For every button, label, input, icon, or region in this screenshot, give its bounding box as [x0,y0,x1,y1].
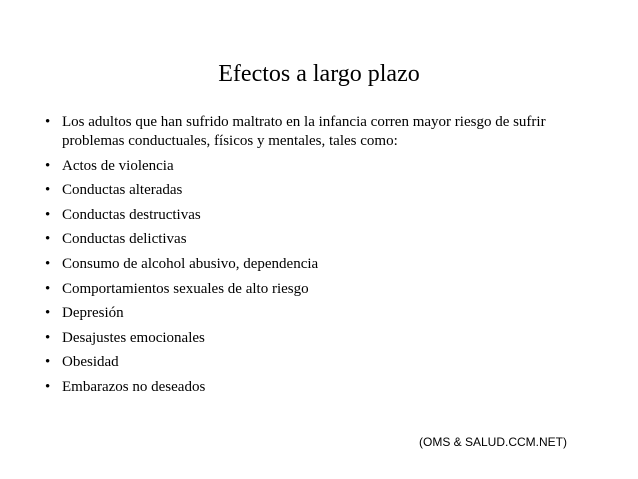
list-item-text: Consumo de alcohol abusivo, dependencia [62,255,319,272]
bullet-icon: • [45,280,51,297]
list-item-text: Conductas alteradas [62,182,183,199]
list-item [45,378,605,397]
list-item [45,353,605,372]
list-item-text: Depresión [62,305,124,322]
list-item-text: Obesidad [62,354,119,371]
list-item [45,181,605,200]
list-item-text: Desajustes emocionales [62,329,205,346]
list-item-text: Actos de violencia [62,157,174,174]
bullet-icon: • [45,206,51,223]
bullet-icon: • [45,305,51,322]
list-item-text: Conductas delictivas [62,231,187,248]
list-item-text: Embarazos no deseados [62,378,206,395]
bullet-icon: • [45,354,51,371]
bullet-icon: • [45,329,51,346]
bullet-list [45,113,605,403]
list-item [45,329,605,348]
list-item [45,280,605,299]
bullet-icon: • [45,182,51,199]
list-item [45,206,605,225]
list-item-text: Los adultos que han sufrido maltrato en la infancia corren mayor riesgo de sufrir problemas conductuales, físicos y mentales, tales como: [62,114,546,149]
bullet-icon: • [45,231,51,248]
list-item [45,255,605,274]
list-item [45,113,605,151]
slide-title: Efectos a largo plazo [218,61,420,87]
list-item [45,157,605,176]
list-item-text: Conductas destructivas [62,206,201,223]
list-item-text: Comportamientos sexuales de alto riesgo [62,280,309,297]
bullet-icon: • [45,157,51,174]
source-citation: (OMS & SALUD.CCM.NET) [419,435,568,449]
bullet-icon: • [45,378,51,395]
bullet-icon: • [45,114,51,130]
bullet-icon: • [45,255,51,272]
list-item [45,230,605,249]
list-item [45,304,605,323]
